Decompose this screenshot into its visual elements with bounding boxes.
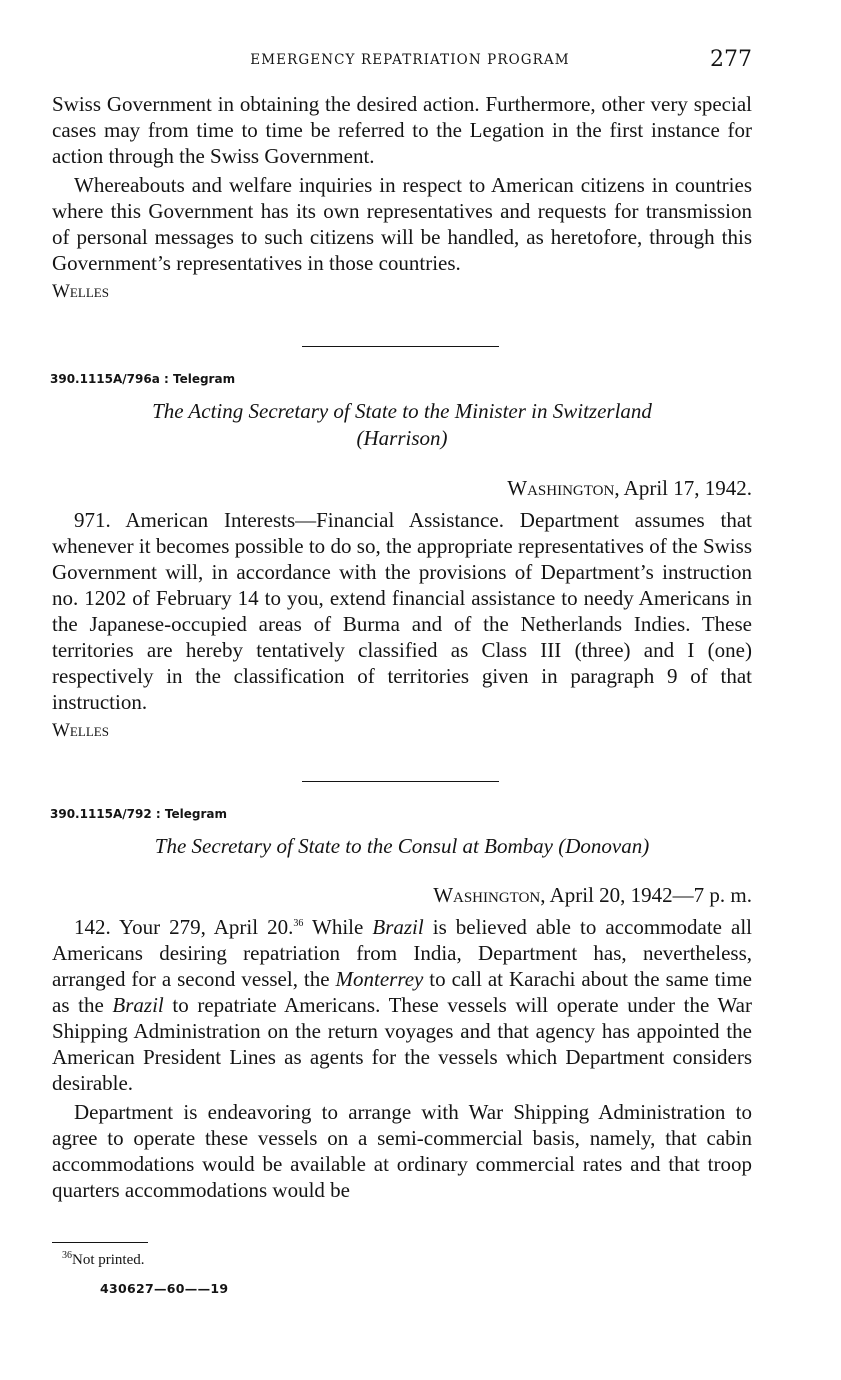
page-number: 277 <box>710 47 752 72</box>
paragraph: Swiss Government in obtaining the desired action. Furthermore, other very special cases may from time to time be referred to the Legation in the first instance for action through the Swiss Government. <box>52 92 752 168</box>
paragraph <box>52 914 752 1096</box>
footnote-ref: 36 <box>293 918 304 929</box>
signature: Welles <box>52 720 109 741</box>
print-code: 430627—60——19 <box>100 1281 229 1296</box>
heading-name: (Donovan) <box>558 834 650 858</box>
heading-line: The Acting Secretary of State to the Minister in Switzerland <box>152 399 652 423</box>
file-reference: 390.1115A/792 : Telegram <box>50 807 227 821</box>
text-run: to call at Karachi about the same time as the <box>52 967 752 1017</box>
dateline-place: Washington, <box>433 883 546 907</box>
section-divider <box>302 346 499 347</box>
dateline-date: April 17, 1942. <box>623 476 752 500</box>
heading-line: (Harrison) <box>356 426 448 450</box>
footnote <box>62 1252 145 1269</box>
document-heading <box>52 833 752 860</box>
signature: Welles <box>52 281 109 302</box>
text-run: While <box>303 915 373 939</box>
dateline <box>433 883 752 908</box>
telegram-body <box>52 507 752 747</box>
running-head <box>52 47 752 75</box>
file-reference: 390.1115A/796a : Telegram <box>50 372 236 386</box>
running-title: EMERGENCY REPATRIATION PROGRAM <box>250 52 570 68</box>
text-run: is believed able to accommodate all Americans desiring repatriation from India, Department has, nevertheless, arranged for a second vessel, the <box>52 915 752 991</box>
footnote-marker: 36 <box>62 1250 72 1261</box>
ship-name: Brazil <box>372 915 424 939</box>
heading-main: The Secretary of State to the Consul at Bombay <box>154 834 553 858</box>
paragraph: Whereabouts and welfare inquiries in respect to American citizens in countries where this Government has its own representatives and requests for transmission of personal messages to such citizens will be handled, as heretofore, through this Government’s representatives in those countries. <box>52 173 752 275</box>
section-divider <box>302 781 499 782</box>
paragraph: 971. American Interests—Financial Assistance. Department assumes that whenever it becomes possible to do so, the appropriate representatives of the Swiss Government will, in accordance with the provisions of Department’s instruction no. 1202 of February 14 to you, extend financial assistance to needy Americans in the Japanese-occupied areas of Burma and of the Netherlands Indies. These territories are hereby tentatively classified as Class III (three) and I (one) respectively in the classification of territories given in paragraph 9 of that instruction. <box>52 508 752 714</box>
footnote-rule <box>52 1242 148 1243</box>
footnote-text: Not printed. <box>72 1252 145 1268</box>
telegram-body <box>52 914 752 1206</box>
dateline-place: Washington, <box>507 476 620 500</box>
ship-name: Monterrey <box>335 967 424 991</box>
dateline <box>507 476 752 501</box>
text-run: 142. Your 279, April 20. <box>74 915 294 939</box>
document-heading <box>52 398 752 452</box>
paragraph: Department is endeavoring to arrange with War Shipping Administration to agree to operate these vessels on a semi-commercial basis, namely, that cabin accommodations would be available at ordinary commercial rates and that troop quarters accommodations would be <box>52 1100 752 1202</box>
continuation-section <box>52 91 752 308</box>
dateline-date: April 20, 1942—7 p. m. <box>549 883 752 907</box>
ship-name: Brazil <box>112 993 164 1017</box>
text-run: to repatriate Americans. These vessels will operate under the War Shipping Administration on the return voyages and that agency has appointed the American President Lines as agents for the vessels which Department considers desirable. <box>52 993 752 1095</box>
